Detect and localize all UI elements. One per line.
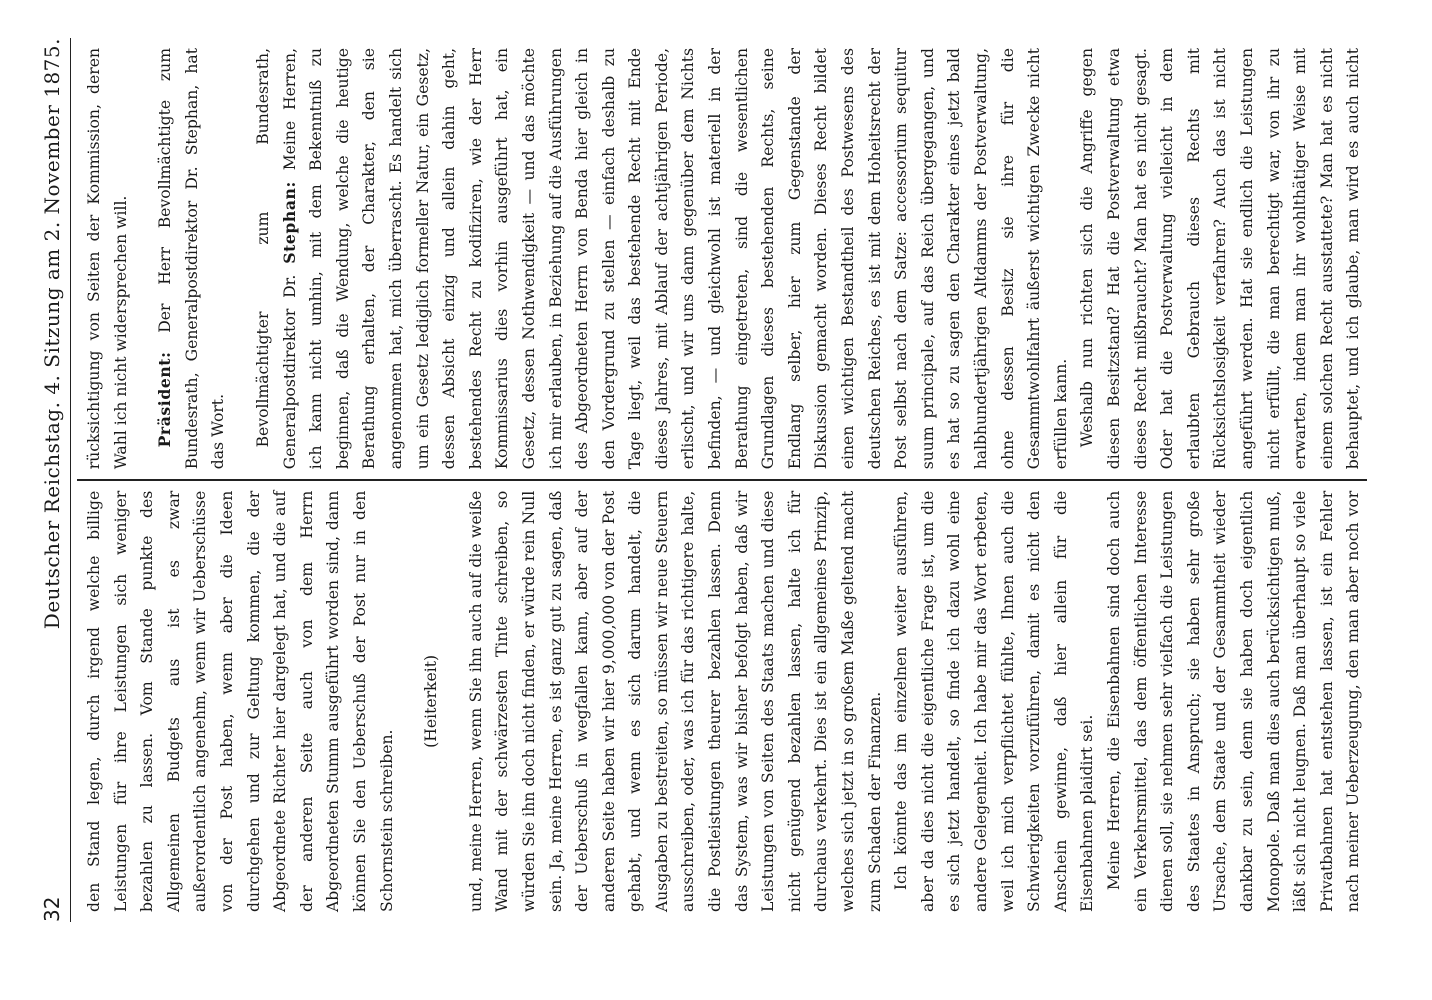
digitization-credit: [1416, 0, 1430, 1000]
text-columns: [77, 38, 1367, 922]
paragraph: und, meine Herren, wenn Sie ihn auch auf die weiße Wand mit der schwärzesten Tinte schreiben, so würden Sie ihn doch nicht finden, er würde rein Null sein. Ja, meine Herren, es ist ganz gut zu sagen, daß der Ueberschuß in wegfallen kann, aber auf der anderen Seite haben wir hier 9,000,000 von der Post gehabt, und wenn es sich darum handelt, die Ausgaben zu bestreiten, so müssen wir neue Steuern ausschreiben, oder, was ich für das richtigere halte, die Postleistungen theurer bezahlen lassen. Denn das System, was wir bisher befolgt haben, daß wir Leistungen von Seiten des Staats machen und diese nicht genügend bezahlen lassen, halte ich für durchaus verkehrt. Dies ist ein allgemeines Prinzip, welches sich jetzt in so großem Maße geltend macht zum Schaden der Finanzen.: [466, 490, 884, 912]
president-paragraph: [152, 48, 232, 469]
paragraph: den Stand legen, durch irgend welche billige Leistungen für ihre Leistungen sich weniger bezahlen zu lassen. Vom Stande punkte des Allgemeinen Budgets aus ist es zwar außerordentlich angenehm, wenn wir Ueberschüsse von der Post haben, wenn aber die Ideen durchgehen und zur Geltung kommen, die der Abgeordnete Richter hier dargelegt hat, und die auf der anderen Seite auch von dem Herrn Abgeordneten Stumm ausgeführt worden sind, dann können Sie den Ueberschuß der Post nur in den Schornstein schreiben.: [85, 490, 396, 912]
speaker-name: Stephan:: [279, 181, 299, 264]
paragraph: rücksichtigung von Seiten der Kommission, deren Wahl ich nicht widersprechen will.: [85, 48, 130, 470]
speaker-name: Präsident:: [155, 351, 175, 448]
page-number: 32: [40, 896, 64, 922]
interjection: (Heiterkeit): [422, 654, 441, 748]
paragraph-text: Der Herr Bevollmächtigte zum Bundesrath, Generalpostdirektor Dr. Stephan, hat das Wort.: [156, 48, 228, 470]
paragraph-text: Meine Herren, ich kann nicht umhin, mit dem Bekenntniß zu beginnen, daß die Wendung, welche die heutige Berathung erhalten, der Charakter, den sie angenommen hat, mich überrascht. Es handelt sich um ein Gesetz lediglich formeller Natur, ein Gesetz, dessen Absicht einzig und allein dahin geht, bestehendes Recht zu kodifiziren, wie der Herr Kommissarius dies vorhin ausgeführt hat, ein Gesetz, dessen Nothwendigkeit — und das möchte ich mir erlauben, in Beziehung auf die Ausführungen des Abgeordneten Herrn von Benda hier gleich in den Vordergrund zu stellen — einfach deshalb zu Tage liegt, weil das bestehende Recht mit Ende dieses Jahres, mit Ablauf der achtjährigen Periode, erlischt, und wir uns dann gegenüber dem Nichts befinden, — und gleichwohl ist materiell in der Berathung eingetreten, sind die wesentlichen Grundlagen dieses bestehenden Rechts, seine Endlang selber, hier zum Gegenstande der Diskussion gemacht worden. Dieses Recht bildet einen wichtigen Bestandtheil des Postwesens des deutschen Reiches, es ist mit dem Hoheitsrecht der Post selbst nach dem Satze: accessorium sequitur suum principale, auf das Reich übergegangen, und es hat so zu sagen den Charakter eines jetzt bald halbhundertjährigen Altdamms der Postverwaltung, ohne dessen Besitz sie ihre für die Gesammtwohlfahrt äußerst wichtigen Zwecke nicht erfüllen kann.: [280, 48, 1070, 470]
running-header: [40, 38, 71, 922]
speaker-intro: Bevollmächtigter zum Bundesrath, Generalpostdirektor Dr.: [253, 48, 299, 470]
paragraph: Weshalb nun richten sich die Angriffe gegen diesen Besitzstand? Hat die Postverwaltung etwa dieses Recht mißbraucht? Man hat es nicht gesagt. Oder hat die Postverwaltung vielleicht in dem erlaubten Gebrauch dieses Rechts mit Rücksichtslosigkeit verfahren? Auch das ist nicht angeführt werden. Hat sie endlich die Leistungen nicht erfüllt, die man berechtigt war, von ihr zu erwarten, indem man ihr wohlthätiger Weise mit einem solchen Recht ausstattete? Man hat es nicht behauptet, und ich glaube, man wird es auch nicht: [1078, 48, 1363, 470]
speech-paragraph: [250, 48, 1074, 469]
paragraph: Ich könnte das im einzelnen weiter ausführen, aber da dies nicht die eigentliche Frage ist, um die es sich jetzt handelt, so finde ich dazu wohl eine andere Gelegenheit. Ich habe mir das Wort erbeten, weil ich mich verpflichtet fühlte, Ihnen auch die Schwierigkeiten vorzuführen, damit es nicht den Anschein gewinne, daß hier allein für die Eisenbahnen plaidirt sei.: [892, 490, 1097, 912]
column-divider: [77, 479, 1367, 481]
right-column: [77, 38, 1367, 479]
paragraph: Meine Herren, die Eisenbahnen sind doch auch ein Verkehrsmittel, das dem öffentlichen Interesse dienen soll, sie nehmen sehr vielfach die Leistungen des Staates in Anspruch; sie haben sehr große Ursache, dem Staate und der Gesammtheit wieder dankbar zu sein, denn sie haben doch eigentlich Monopole. Daß man dies auch berücksichtigen muß, läßt sich nicht leugnen. Daß man überhaupt so viele Privatbahnen hat entstehen lassen, ist ein Fehler nach meiner Ueberzeugung, den man aber noch vor: [1104, 490, 1363, 912]
left-column: [77, 481, 1367, 922]
page-header-title: Deutscher Reichstag. 4. Sitzung am 2. November 1875.: [40, 38, 64, 630]
